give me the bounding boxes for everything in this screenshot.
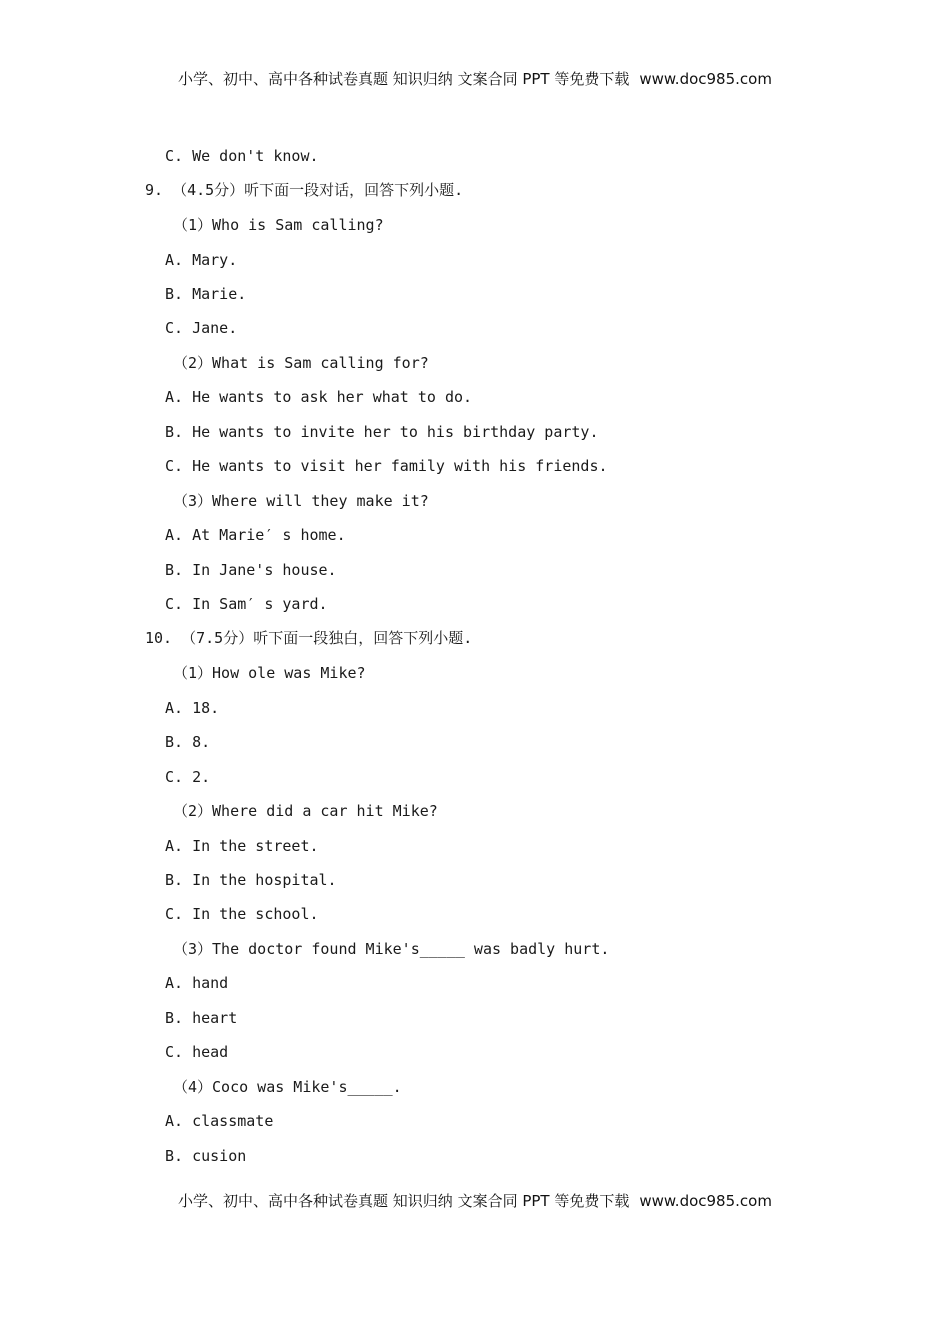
question-10-stem: 10. （7.5分）听下面一段独白，回答下列小题. [145, 629, 473, 647]
q10-sub2-option-c: C. In the school. [165, 905, 319, 923]
q10-sub2-question: （2）Where did a car hit Mike? [173, 802, 438, 820]
q10-sub3-option-b: B. heart [165, 1009, 238, 1027]
header-site: www.doc985.com [639, 70, 772, 88]
q10-sub1-option-b: B. 8. [165, 733, 211, 751]
q10-sub1-option-c: C. 2. [165, 768, 211, 786]
q9-sub3-option-b: B. In Jane's house. [165, 561, 337, 579]
q9-sub2-option-a: A. He wants to ask her what to do. [165, 388, 473, 406]
q9-sub2-option-b: B. He wants to invite her to his birthday party. [165, 423, 599, 441]
page-header [0, 68, 950, 89]
q9-sub2-option-c: C. He wants to visit her family with his friends. [165, 457, 608, 475]
q10-sub3-question: （3）The doctor found Mike's_____ was badly hurt. [173, 940, 610, 958]
footer-text: 小学、初中、高中各种试卷真题 知识归纳 文案合同 PPT 等免费下载 [178, 1192, 630, 1210]
q9-sub1-option-b: B. Marie. [165, 285, 247, 303]
q10-sub3-option-a: A. hand [165, 974, 229, 992]
q9-sub3-option-a: A. At Marie′ s home. [165, 526, 346, 544]
q10-sub3-option-c: C. head [165, 1043, 229, 1061]
q10-sub4-question: （4）Coco was Mike's_____. [173, 1078, 402, 1096]
page-footer [0, 1190, 950, 1211]
q9-sub1-option-c: C. Jane. [165, 319, 238, 337]
q10-sub2-option-a: A. In the street. [165, 837, 319, 855]
q9-sub3-question: （3）Where will they make it? [173, 492, 429, 510]
q10-sub2-option-b: B. In the hospital. [165, 871, 337, 889]
question-9-stem: 9. （4.5分）听下面一段对话，回答下列小题. [145, 181, 464, 199]
carryover-option-c: C. We don't know. [165, 147, 319, 165]
q9-sub3-option-c: C. In Sam′ s yard. [165, 595, 328, 613]
q10-sub4-option-a: A. classmate [165, 1112, 274, 1130]
q9-sub2-question: （2）What is Sam calling for? [173, 354, 429, 372]
q9-sub1-option-a: A. Mary. [165, 251, 238, 269]
q9-sub1-question: （1）Who is Sam calling? [173, 216, 384, 234]
q10-sub4-option-b: B. cusion [165, 1147, 247, 1165]
footer-site: www.doc985.com [639, 1192, 772, 1210]
header-text: 小学、初中、高中各种试卷真题 知识归纳 文案合同 PPT 等免费下载 [178, 70, 630, 88]
q10-sub1-option-a: A. 18. [165, 699, 220, 717]
q10-sub1-question: （1）How ole was Mike? [173, 664, 366, 682]
